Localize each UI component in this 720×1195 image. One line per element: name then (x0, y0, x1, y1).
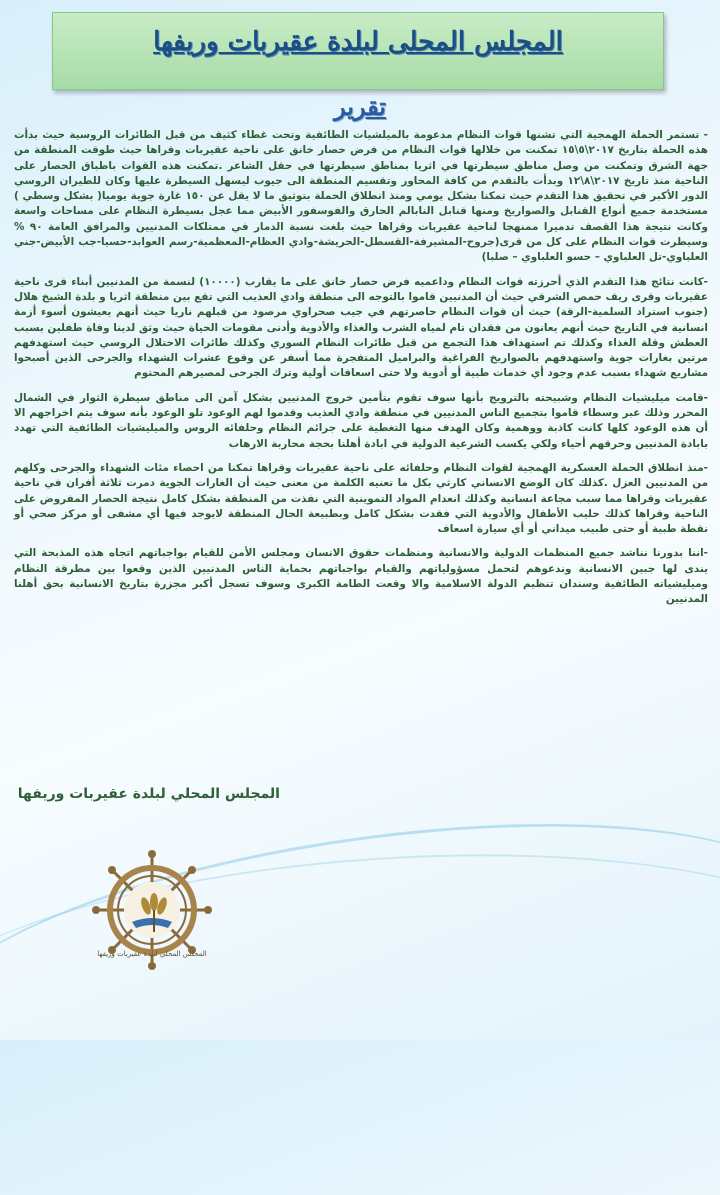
paragraph: -كانت نتائج هذا التقدم الذي أحرزته قوات النظام وداعميه فرض حصار خانق على ما يقارب (١٠٠٠٠) لنسمة من المدنيين أبناء قرى ناحية عقيربات وقرى ريف حمص الشرقي حيث أن المدنيين قاموا بالتوجه الى منطقة وادي العذيب التي تقع بين منطقة اثريا و بلدة الشيخ هلال (جنوب استراد السلمية-الرقة) حيث أن قوات النظام حاصرتهم في جيب صحراوي مرصود من قبلهم ناريا حيث أنهم يعيشون أسوء أزمة انسانية في التاريخ حيث أنهم يعانون من فقدان تام لمياه الشرب والغذاء والأدوية وأدنى مقومات الحياة حيث وثق لدينا وفاة طفلين بسبب العطش وقلة الغذاء وكذلك تم استهداف هذا التجمع من قبل طائرات النظام السوري وكذلك طائرات الاحتلال الروسي حيث استهدفهم مرتين بغارات جوية واستهدفهم بالصواريخ الفراغية والبراميل المتفجرة مما أسفر عن وقوع عشرات الشهداء والجرحى الذين أصبحوا مشاريع شهداء بسبب عدم وجود أي خدمات طبية أو أدوية ولا حتى اسعافات أولية وترك الجرحى لمصيرهم المحتوم (14, 275, 708, 380)
header-title: المجلس المحلى لبلدة عقيربات وريفها (153, 27, 563, 57)
report-title: تقرير (334, 92, 386, 121)
report-body (14, 128, 708, 617)
council-logo (84, 848, 220, 976)
paragraph: -قامت ميليشيات النظام وشبيحته بالترويج بأنها سوف تقوم بتأمين خروج المدنيين بشكل آمن الى مناطق سيطرة الثوار في الشمال المحرر وذلك عبر وسطاء قاموا بتجميع الناس المدنيين في منطقة وادي العذيب وقدموا لهم الوعود تلو الوعود بأنه سوف يتم اخراجهم الا أن هذه الوعود كلها كانت كاذبة ووهمية وكان الهدف منها التغطية على جرائم النظام وحلفائه الروس والميليشيات الطائفية التي تهدد بابادة المدنيين وحرقهم أحياء ولكي يكسب الشرعية الدولية في ابادة أهلنا بحجة محاربة الارهاب (14, 391, 708, 450)
paragraph: - تستمر الحملة الهمجية التي تشنها قوات النظام مدعومة بالميلشيات الطائفية وتحت غطاء كثيف من قبل الطائرات الروسية حيث بدأت هذه الحملة بتاريخ ٢٠١٧\٥\١٥ تمكنت من خلالها قوات النظام من فرض حصار خانق على ناحية عقيربات وقراها حيث طوقت المنطقة من جهة الشرق وتمكنت من وصل مناطق سيطرتها في اثريا بمناطق سيطرتها في حقل الشاعر .تمكنت هذه القوات باطباق الحصار على الناحية منذ تاريخ ٢٠١٧\٨\١٢ وبدأت بالتقدم من كافة المحاور وتقسيم المنطقة الى جيوب ليسهل السيطرة عليها وكان للطيران الروسي الدور الأكبر في تحقيق هذا التقدم حيث تمكنا بشكل يومي ومنذ انطلاق الحملة بتوثيق ما لا يقل عن ١٥٠ غارة جوية يوميا( بشكل وسطي ) مستخدمة جميع أنواع القنابل والصواريخ ومنها قنابل النابالم الحارق والفوسفور الأبيض مما عجل بسيطرة النظام على مساحات واسعة وكانت نتيجة هذا القصف تدميرا ممنهجا لناحية عقيربات وقراها حيث بلغت نسبة الدمار في ممتلكات المدنيين والمرافق العامة ٩٠ % وسيطرت قوات النظام على كل من قرى(جروح-المشيرفة-القسطل-الحريشة-وادي العظام-المعظمية-رسم العوابد-حسيا-جب الأبيض-جني العلباوي-تل العلباوي – حسو العلباوي – صلبا) (14, 129, 709, 264)
signature: المجلس المحلي لبلدة عقيربات وريفها (17, 786, 280, 802)
paragraph: -اننا بدورنا نناشد جميع المنظمات الدولية والانسانية ومنظمات حقوق الانسان ومجلس الأمن للقيام بواجباتهم اتجاه هذه المذبحة التي يندى لها جبين الانسانية وندعوهم لتحمل مسؤولياتهم والقيام بواجباتهم بحماية الناس المدنيين الذين وقعوا بين مطرقة النظام وميليشياته الطائفية وسندان تنظيم الدولة الاسلامية والا وقعت الطامة الكبرى وسوف تسجل أكبر مجزرة بتاريخ الانسانية بحق أهلنا المدنيين (14, 547, 708, 606)
header-banner (52, 12, 664, 90)
paragraph: -منذ انطلاق الحملة العسكرية الهمجية لقوات النظام وحلفائه على ناحية عقيربات وقراها تمكنا من احصاء مئات الشهداء والجرحى وكلهم من المدنيين العزل .كذلك كان الوضع الانساني كارثي بكل ما تعنيه الكلمة من معنى حيث أن الغارات الجوية دمرت ثلاثة أفران في ناحية عقيربات وقراها مما سبب مجاعة انسانية وكذلك انعدام المواد التموينية التي نفذت من المنطقة بشكل كامل نتيجة الحصار المفروض على الناحية وقراها كذلك حليب الأطفال والأدوية التي فقدت بشكل كامل وبطبيعة الحال المنطقة لايوجد فيها أي مشفى أو مركز صحي أو نقطة طبية أو حتى طبيب ميداني أو أي سيارة اسعاف (14, 461, 708, 536)
logo-caption: المجلس المحلي لبلدة عقيربات وريفها (97, 950, 207, 958)
